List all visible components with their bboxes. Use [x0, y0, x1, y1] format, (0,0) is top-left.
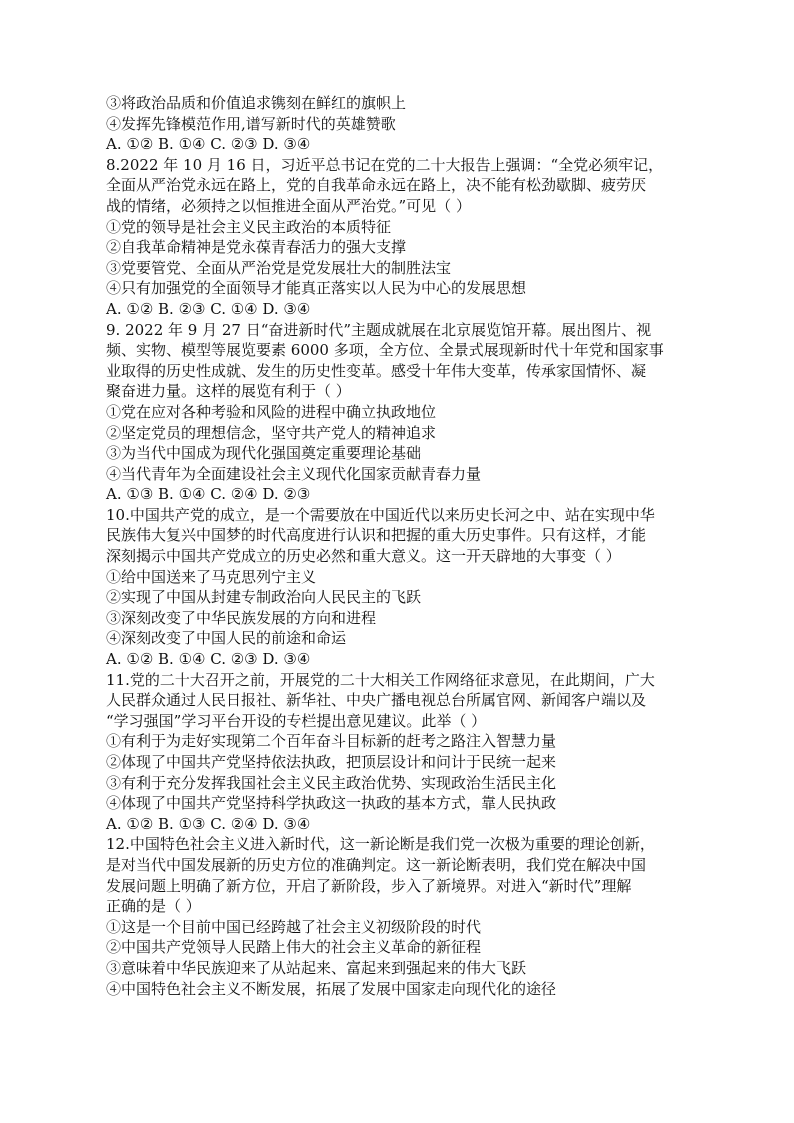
text-line: ④发挥先锋模范作用,谱写新时代的英雄赞歌	[106, 114, 396, 133]
text-line: ②中国共产党领导人民踏上伟大的社会主义革命的新征程	[106, 938, 482, 957]
text-line: ①党在应对各种考验和风险的进程中确立执政地位	[106, 402, 437, 421]
text-line: ③意味着中华民族迎来了从站起来、富起来到强起来的伟大飞跃	[106, 958, 527, 977]
text-line: A. ①③ B. ①④ C. ②④ D. ②③	[106, 485, 311, 504]
text-line: ④只有加强党的全面领导才能真正落实以人民为中心的发展思想	[106, 279, 527, 298]
text-line: 11.党的二十大召开之前，开展党的二十大相关工作网络征求意见，在此期间，广大	[106, 670, 655, 689]
text-line: 民族伟大复兴中国梦的时代高度进行认识和把握的重大历史事件。只有这样，才能	[106, 526, 647, 545]
text-line: 9. 2022 年 9 月 27 日“奋进新时代”主题成就展在北京展览馆开幕。展出图片、视	[106, 320, 652, 339]
text-line: 业取得的历史性成就、发生的历史性变革。感受十年伟大变革，传承家国情怀、凝	[106, 361, 647, 380]
text-line: ②坚定党员的理想信念，坚守共产党人的精神追求	[106, 423, 437, 442]
text-line: 是对当代中国发展新的历史方位的准确判定。这一新论断表明，我们党在解决中国	[106, 855, 647, 874]
text-line: ④中国特色社会主义不断发展，拓展了发展中国家走向现代化的途径	[106, 979, 557, 998]
text-line: A. ①② B. ①③ C. ②④ D. ③④	[106, 814, 311, 833]
text-line: 战的情绪，必须持之以恒推进全面从严治党。”可见（ ）	[106, 196, 471, 215]
text-line: 12.中国特色社会主义进入新时代，这一新论断是我们党一次极为重要的理论创新，	[106, 835, 655, 854]
text-line: A. ①② B. ①④ C. ②③ D. ③④	[106, 135, 311, 154]
text-line: ①给中国送来了马克思列宁主义	[106, 567, 317, 586]
text-line: ②体现了中国共产党坚持依法执政，把顶层设计和问计于民统一起来	[106, 753, 557, 771]
text-line: ③深刻改变了中华民族发展的方向和进程	[106, 608, 377, 627]
text-line: A. ①② B. ②③ C. ①④ D. ③④	[106, 299, 311, 318]
text-line: ②实现了中国从封建专制政治向人民民主的飞跃	[106, 588, 422, 607]
text-line: 人民群众通过人民日报社、新华社、中央广播电视总台所属官网、新闻客户端以及	[106, 691, 647, 710]
text-line: ④体现了中国共产党坚持科学执政这一执政的基本方式，靠人民执政	[106, 794, 557, 813]
text-line: ④深刻改变了中国人民的前途和命运	[106, 629, 347, 648]
text-line: 8.2022 年 10 月 16 日，习近平总书记在党的二十大报告上强调：“全党必须牢记，	[106, 155, 664, 174]
text-line: 频、实物、模型等展览要素 6000 多项，全方位、全景式展现新时代十年党和国家事	[106, 341, 664, 360]
text-line: ③为当代中国成为现代化强国奠定重要理论基础	[106, 444, 422, 463]
text-line: ①党的领导是社会主义民主政治的本质特征	[106, 217, 392, 236]
text-line: ①这是一个目前中国已经跨越了社会主义初级阶段的时代	[106, 917, 482, 936]
text-line: A. ①② B. ①④ C. ②③ D. ③④	[106, 650, 311, 669]
text-line: 正确的是（ ）	[106, 897, 201, 916]
text-line: 发展问题上明确了新方位，开启了新阶段，步入了新境界。对进入“新时代”理解	[106, 876, 632, 895]
text-line: 深刻揭示中国共产党成立的历史必然和重大意义。这一开天辟地的大事变（ ）	[106, 547, 621, 566]
text-line: ④当代青年为全面建设社会主义现代化国家贡献青春力量	[106, 464, 482, 483]
text-line: 聚奋进力量。这样的展览有利于（ ）	[106, 382, 351, 401]
text-line: 全面从严治党永远在路上，党的自我革命永远在路上，决不能有松劲歇脚、疲劳厌	[106, 176, 647, 195]
text-line: 10.中国共产党的成立，是一个需要放在中国近代以来历史长河之中、站在实现中华	[106, 505, 655, 524]
text-line: ①有利于为走好实现第二个百年奋斗目标新的赶考之路注入智慧力量	[106, 732, 557, 751]
text-line: ③党要管党、全面从严治党是党发展壮大的制胜法宝	[106, 258, 452, 277]
exam-page	[106, 93, 706, 999]
text-line: ③将政治品质和价值追求镌刻在鲜红的旗帜上	[106, 94, 407, 112]
text-line: “学习强国”学习平台开设的专栏提出意见建议。此举（ ）	[106, 711, 487, 730]
text-line: ③有利于充分发挥我国社会主义民主政治优势、实现政治生活民主化	[106, 773, 557, 792]
text-line: ②自我革命精神是党永葆青春活力的强大支撑	[106, 238, 407, 257]
